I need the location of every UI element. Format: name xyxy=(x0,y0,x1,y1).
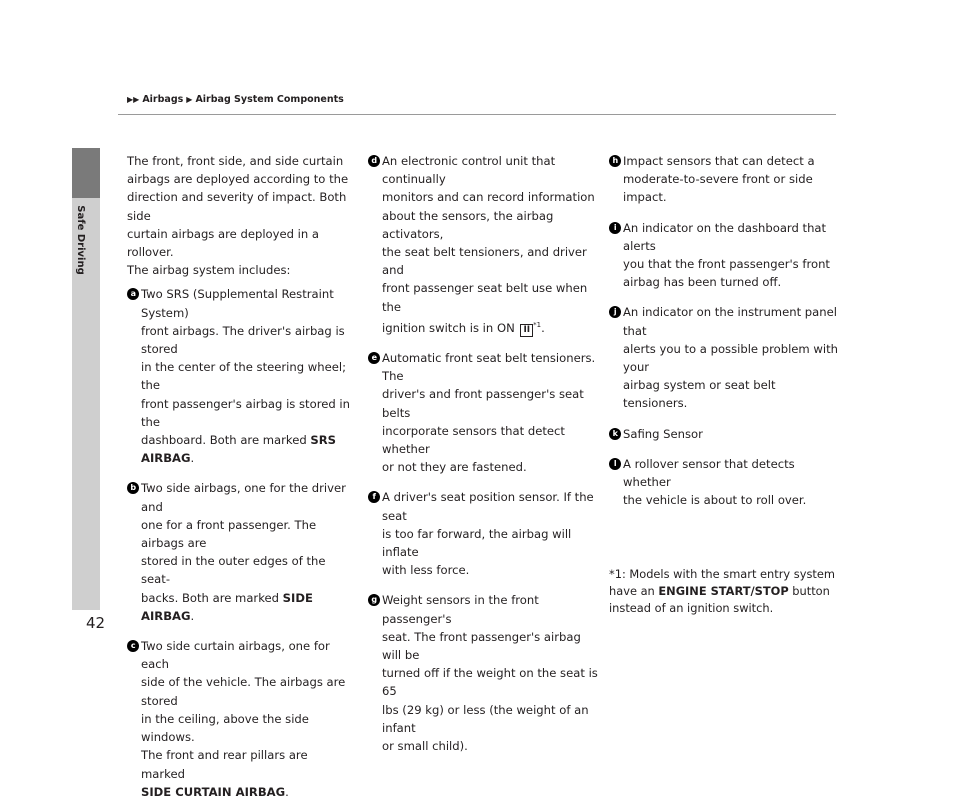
number-badge-icon: j xyxy=(609,306,621,318)
list-item-j: j An indicator on the instrument panel that alerts you to a possible problem with your airbag system or seat belt tensioners. xyxy=(609,303,841,412)
list-item-d: d An electronic control unit that continually monitors and can record information about the sensors, the airbag activators, the seat belt tensioners, and driver and front passenger seat belt use when the ignition switch is in ON II $^{*1}$. xyxy=(368,152,600,337)
page-number: 42 xyxy=(86,614,106,632)
list-item-f: f A driver's seat position sensor. If the seat is too far forward, the airbag will inflate with less force. xyxy=(368,488,600,579)
number-badge-icon: e xyxy=(368,352,380,364)
list-item-h: h Impact sensors that can detect a moderate-to-severe front or side impact. xyxy=(609,152,841,207)
section-tab xyxy=(72,148,100,198)
list-item-l: l A rollover sensor that detects whether the vehicle is about to roll over. xyxy=(609,455,841,510)
intro-paragraph: The front, front side, and side curtain airbags are deployed according to the direction and severity of impact. Both side curtain airbags are deployed in a rollover. The airbag system includes: xyxy=(127,154,349,278)
number-badge-icon: b xyxy=(127,482,139,494)
header-rule xyxy=(118,114,836,115)
number-badge-icon: i xyxy=(609,222,621,234)
number-badge-icon: l xyxy=(609,458,621,470)
number-badge-icon: f xyxy=(368,491,380,503)
column-3 xyxy=(609,152,841,509)
ignition-position-icon: II xyxy=(520,324,533,337)
column-1 xyxy=(127,152,355,801)
number-badge-icon: a xyxy=(127,288,139,300)
number-badge-icon: h xyxy=(609,155,621,167)
number-badge-icon: k xyxy=(609,428,621,440)
list-item-c: c Two side curtain airbags, one for each side of the vehicle. The airbags are stored in the ceiling, above the side windows. The front and rear pillars are marked SIDE CURTAIN AIRBAG. xyxy=(127,637,355,801)
number-badge-icon: d xyxy=(368,155,380,167)
list-item-b: b Two side airbags, one for the driver and one for a front passenger. The airbags are stored in the outer edges of the seat- backs. Both are marked SIDE AIRBAG. xyxy=(127,479,355,625)
column-2 xyxy=(368,152,600,755)
list-item-a: a Two SRS (Supplemental Restraint System) front airbags. The driver's airbag is stored in the center of the steering wheel; the front passenger's airbag is stored in the dashboard. Both are marked SRS AIRBAG. xyxy=(127,285,355,467)
list-item-k: k Safing Sensor xyxy=(609,425,841,443)
breadcrumb-arrow-icon: ▶ xyxy=(186,95,193,104)
breadcrumb-airbags[interactable]: Airbags xyxy=(142,94,184,105)
number-badge-icon: c xyxy=(127,640,139,652)
breadcrumb-airbag-system-components[interactable]: Airbag System Components xyxy=(195,94,344,105)
section-label: Safe Driving xyxy=(75,205,86,275)
list-item-i: i An indicator on the dashboard that alerts you that the front passenger's front airbag has been turned off. xyxy=(609,219,841,292)
breadcrumb-arrow-icon: ▶▶ xyxy=(127,95,140,104)
footnote: *1: Models with the smart entry system have an ENGINE START/STOP button instead of an ignition switch. xyxy=(609,567,835,615)
breadcrumb xyxy=(127,94,344,105)
list-item-e: e Automatic front seat belt tensioners. The driver's and front passenger's seat belts incorporate sensors that detect whether or not they are fastened. xyxy=(368,349,600,476)
list-item-g: g Weight sensors in the front passenger's seat. The front passenger's airbag will be turned off if the weight on the seat is 65 lbs (29 kg) or less (the weight of an infant or small child). xyxy=(368,591,600,755)
number-badge-icon: g xyxy=(368,594,380,606)
